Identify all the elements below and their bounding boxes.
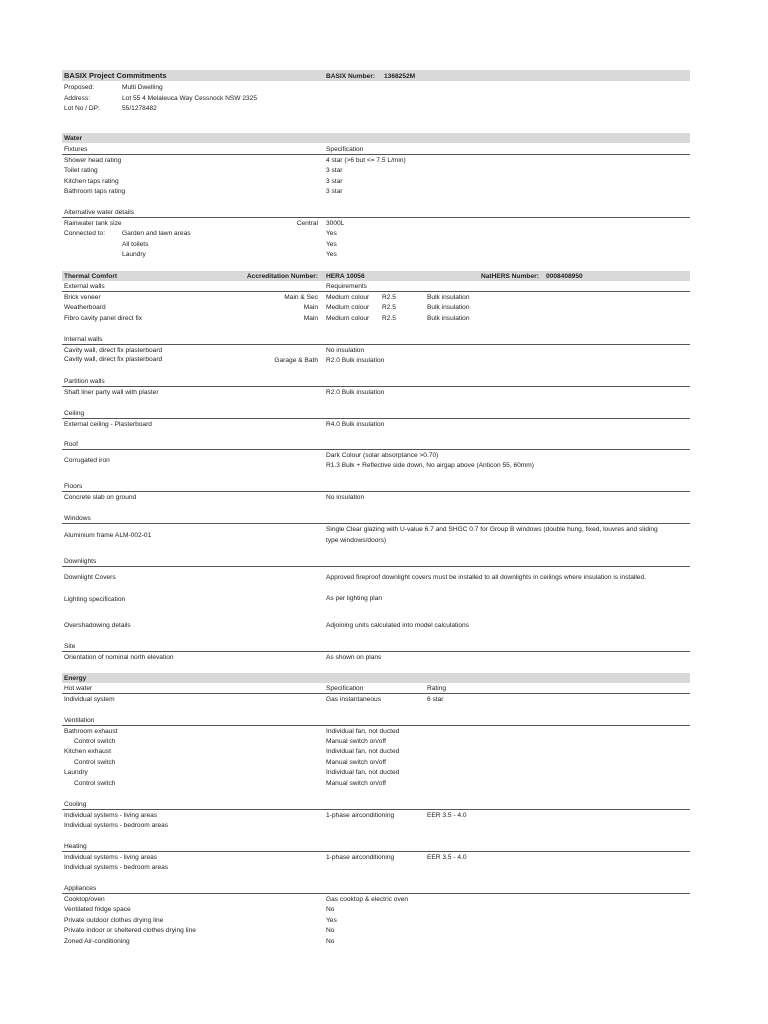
divider bbox=[62, 693, 690, 694]
appliances-heading: Appliances bbox=[64, 885, 97, 892]
basix-number-value: 1368252M bbox=[384, 73, 416, 80]
table-row-value: Adjoining units calculated into model calculations bbox=[326, 622, 469, 629]
table-row-label: Corrugated iron bbox=[64, 457, 110, 464]
windows-heading: Windows bbox=[64, 515, 91, 522]
connection-label: All toilets bbox=[122, 241, 149, 248]
accreditation-label: Accreditation Number: bbox=[246, 273, 318, 280]
fixtures-heading: Fixtures bbox=[64, 146, 88, 153]
table-row-value: Gas instantaneous bbox=[326, 696, 381, 703]
table-row-label: Cavity wall, direct fix plasterboard bbox=[64, 356, 163, 363]
table-row-value: R1.3 Bulk + Reflective side down, No airgap above (Anticon 55, 60mm) bbox=[326, 462, 534, 469]
table-row-location: Garage & Bath bbox=[274, 357, 318, 364]
table-row-value: Dark Colour (solar absorptance >0.70) bbox=[326, 452, 439, 459]
table-row-value: Single Clear glazing with U-value 6.7 and SHGC 0.7 for Group B windows (double hung, fixed, louvres and sliding bbox=[326, 526, 658, 533]
table-row-value: 4 star (>6 but <= 7.5 L/min) bbox=[326, 157, 406, 164]
table-row-value: 3 star bbox=[326, 188, 343, 195]
table-row-value: 1-phase airconditioning bbox=[326, 854, 395, 861]
table-row-value: Manual switch on/off bbox=[326, 759, 386, 766]
divider bbox=[62, 651, 690, 652]
table-row-label: Control switch bbox=[74, 759, 116, 766]
energy-section-title: Energy bbox=[64, 675, 87, 682]
table-row-colour: Medium colour bbox=[326, 294, 370, 301]
table-row-label: Toilet rating bbox=[64, 167, 98, 174]
thermal-section-bar bbox=[62, 271, 690, 281]
divider bbox=[62, 344, 690, 345]
divider bbox=[62, 523, 690, 524]
address-label: Address: bbox=[64, 95, 91, 102]
divider bbox=[62, 893, 690, 894]
divider bbox=[62, 449, 690, 450]
divider bbox=[62, 418, 690, 419]
proposed-value: Multi Dwelling bbox=[122, 84, 163, 91]
floors-heading: Floors bbox=[64, 483, 83, 490]
table-row-value: Approved fireproof downlight covers must be installed to all downlights in ceilings where insulation is installed. bbox=[326, 574, 646, 581]
table-row-value: Individual fan, not ducted bbox=[326, 748, 400, 755]
proposed-label: Proposed: bbox=[64, 84, 95, 91]
table-row-value: No insulation bbox=[326, 347, 365, 354]
hot-water-heading: Hot water bbox=[64, 685, 93, 692]
connection-label: Garden and lawn areas bbox=[122, 230, 191, 237]
ceiling-heading: Ceiling bbox=[64, 410, 85, 417]
nathers-label: NatHERS Number: bbox=[481, 273, 539, 280]
divider bbox=[62, 851, 690, 852]
table-row-label: Weatherboard bbox=[64, 304, 106, 311]
table-row-value: 3 star bbox=[326, 178, 343, 185]
table-row-value: No bbox=[326, 906, 335, 913]
address-value: Lot 55 4 Melaleuca Way Cessnock NSW 2325 bbox=[122, 95, 257, 102]
alt-water-heading: Alternative water details bbox=[64, 209, 135, 216]
table-row-label: Orientation of nominal north elevation bbox=[64, 654, 174, 661]
downlights-heading: Downlights bbox=[64, 558, 97, 565]
table-row-value: Manual switch on/off bbox=[326, 738, 386, 745]
table-row-label: Private indoor or sheltered clothes drying line bbox=[64, 927, 196, 934]
table-row-label: Individual system bbox=[64, 696, 115, 703]
table-row-label: Bathroom exhaust bbox=[64, 728, 118, 735]
table-row-rvalue: R2.5 bbox=[382, 315, 396, 322]
lot-value: 55/1278482 bbox=[122, 105, 157, 112]
divider bbox=[62, 809, 690, 810]
water-section-title: Water bbox=[64, 135, 83, 142]
table-row-colour: Medium colour bbox=[326, 315, 370, 322]
connection-value: Yes bbox=[326, 230, 337, 237]
basix-number-label: BASIX Number: bbox=[326, 73, 376, 80]
ventilation-heading: Ventilation bbox=[64, 717, 95, 724]
specification-heading: Specification bbox=[326, 146, 364, 153]
table-row-value: No insulation bbox=[326, 494, 365, 501]
roof-heading: Roof bbox=[64, 441, 78, 448]
energy-section-bar bbox=[62, 673, 690, 683]
external-walls-heading: External walls bbox=[64, 283, 105, 290]
divider bbox=[62, 291, 690, 292]
table-row-rvalue: R2.5 bbox=[382, 294, 396, 301]
table-row-value: No bbox=[326, 927, 335, 934]
table-row-label: Zoned Air-conditioning bbox=[64, 938, 130, 945]
table-row-label: Bathroom taps rating bbox=[64, 188, 126, 195]
thermal-section-title: Thermal Comfort bbox=[64, 273, 118, 280]
table-row-value: Gas cooktop & electric oven bbox=[326, 896, 409, 903]
table-row-insulation: Bulk insulation bbox=[427, 304, 470, 311]
table-row-label: Fibro cavity panel direct fix bbox=[64, 315, 143, 322]
connection-value: Yes bbox=[326, 251, 337, 258]
divider bbox=[62, 386, 690, 387]
cooling-heading: Cooling bbox=[64, 801, 87, 808]
table-row-label: Shaft liner party wall with plaster bbox=[64, 389, 159, 396]
tank-size-label: Rainwater tank size bbox=[64, 220, 122, 227]
table-row-label: Aluminium frame ALM-002-01 bbox=[64, 532, 152, 539]
table-row-label: Laundry bbox=[64, 769, 88, 776]
table-row-label: Individual systems - bedroom areas bbox=[64, 822, 169, 829]
table-row-value: 1-phase airconditioning bbox=[326, 812, 395, 819]
table-row-value: 3 star bbox=[326, 167, 343, 174]
internal-walls-heading: Internal walls bbox=[64, 336, 103, 343]
specification-heading: Specification bbox=[326, 685, 364, 692]
table-row-label: Downlight Covers bbox=[64, 574, 116, 581]
table-row-label: Private outdoor clothes drying line bbox=[64, 917, 164, 924]
table-row-value: R2.0 Bulk insulation bbox=[326, 389, 385, 396]
divider bbox=[62, 217, 690, 218]
divider bbox=[62, 566, 690, 567]
connected-label: Connected to: bbox=[64, 230, 106, 237]
table-row-rating: 6 star bbox=[427, 696, 444, 703]
table-row-value: Individual fan, not ducted bbox=[326, 769, 400, 776]
tank-size-value: 3000L bbox=[326, 220, 345, 227]
table-row-value: R4.0 Bulk insulation bbox=[326, 421, 385, 428]
table-row-location: Main bbox=[303, 315, 318, 322]
water-section-bar bbox=[62, 133, 690, 143]
connection-value: Yes bbox=[326, 241, 337, 248]
divider bbox=[62, 725, 690, 726]
page-title: BASIX Project Commitments bbox=[64, 71, 167, 80]
table-row-value: Yes bbox=[326, 917, 337, 924]
table-row-label: Concrete slab on ground bbox=[64, 494, 137, 501]
table-row-value: As shown on plans bbox=[326, 654, 382, 661]
table-row-label: Individual systems - living areas bbox=[64, 854, 158, 861]
table-row-value: type windows/doors) bbox=[326, 537, 387, 544]
connection-label: Laundry bbox=[122, 251, 146, 258]
divider bbox=[62, 491, 690, 492]
table-row-rating: EER 3.5 - 4.0 bbox=[427, 812, 467, 819]
table-row-value: As per lighting plan bbox=[326, 595, 383, 602]
table-row-label: Cavity wall, direct fix plasterboard bbox=[64, 347, 163, 354]
table-row-rating: EER 3.5 - 4.0 bbox=[427, 854, 467, 861]
rating-heading: Rating bbox=[427, 685, 447, 692]
table-row-location: Main bbox=[303, 304, 318, 311]
table-row-value: Manual switch on/off bbox=[326, 780, 386, 787]
table-row-label: Individual systems - living areas bbox=[64, 812, 158, 819]
table-row-label: Shower head rating bbox=[64, 157, 122, 164]
lot-label: Lot No / DP: bbox=[64, 105, 100, 112]
heating-heading: Heating bbox=[64, 843, 87, 850]
table-row-insulation: Bulk insulation bbox=[427, 294, 470, 301]
table-row-colour: Medium colour bbox=[326, 304, 370, 311]
table-row-value: R2.0 Bulk insulation bbox=[326, 357, 385, 364]
table-row-label: Kitchen exhaust bbox=[64, 748, 111, 755]
table-row-value: No bbox=[326, 938, 335, 945]
table-row-label: Kitchen taps rating bbox=[64, 178, 119, 185]
table-row-label: Control switch bbox=[74, 780, 116, 787]
table-row-label: Control switch bbox=[74, 738, 116, 745]
table-row-label: Overshadowing details bbox=[64, 622, 131, 629]
requirements-heading: Requirements bbox=[326, 283, 368, 290]
table-row-label: Individual systems - bedroom areas bbox=[64, 864, 169, 871]
table-row-label: Ventilated fridge space bbox=[64, 906, 131, 913]
table-row-label: External ceiling - Plasterboard bbox=[64, 421, 152, 428]
table-row-label: Lighting specification bbox=[64, 596, 126, 603]
tank-location: Central bbox=[296, 220, 318, 227]
site-heading: Site bbox=[64, 643, 76, 650]
partition-walls-heading: Partition walls bbox=[64, 378, 105, 385]
divider bbox=[62, 154, 690, 155]
table-row-label: Brick veneer bbox=[64, 294, 101, 301]
table-row-label: Cooktop/oven bbox=[64, 896, 105, 903]
accreditation-value: HERA 10056 bbox=[326, 273, 365, 280]
nathers-value: 0008408950 bbox=[546, 273, 583, 280]
table-row-location: Main & Sec bbox=[284, 294, 318, 301]
table-row-rvalue: R2.5 bbox=[382, 304, 396, 311]
table-row-insulation: Bulk insulation bbox=[427, 315, 470, 322]
table-row-value: Individual fan, not ducted bbox=[326, 728, 400, 735]
